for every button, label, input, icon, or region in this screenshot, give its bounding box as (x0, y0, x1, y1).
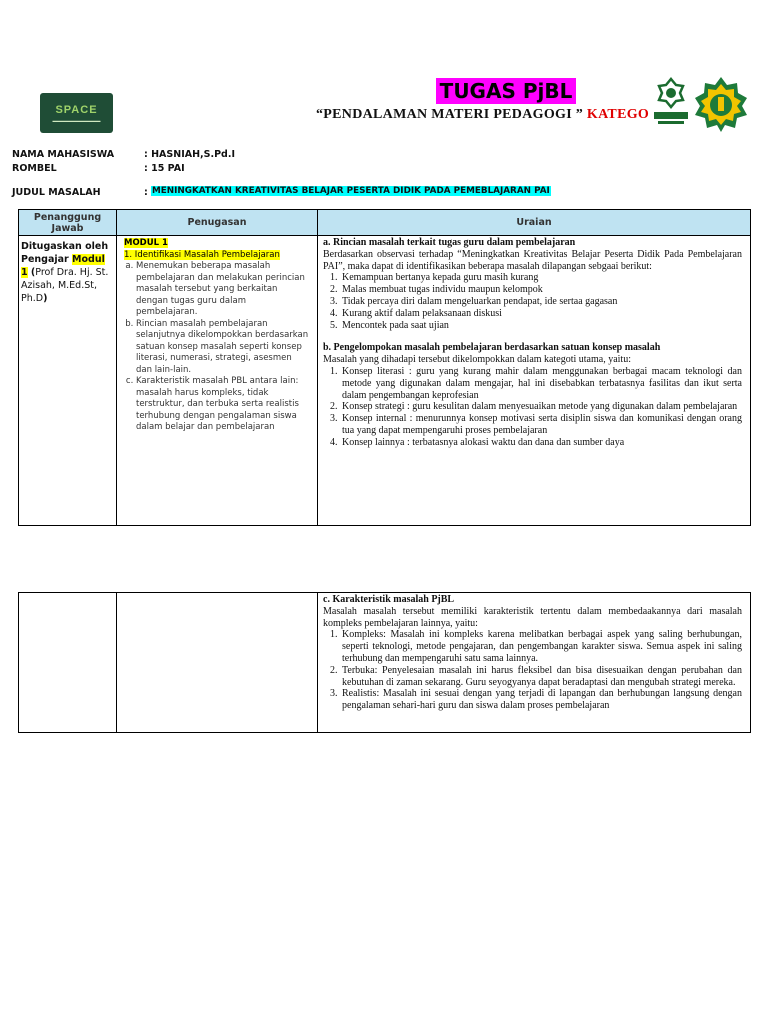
header-penanggung-jawab: Penanggung Jawab (19, 210, 117, 236)
judul-colon: : (144, 187, 148, 198)
penugasan-cell (117, 236, 318, 526)
assigned-by-text: Ditugaskan oleh Pengajar (21, 241, 109, 265)
task-table (18, 209, 751, 526)
uraian-cell (318, 236, 751, 526)
list-item: 3. Konsep internal : menurunnya konsep motivasi serta disiplin siswa dan komunikasi dengan orang tua yang dapat mempengaruhi proses pembelajaran (340, 413, 742, 437)
task-table-continued (18, 592, 751, 733)
section-b-list (323, 366, 742, 449)
judul-value: MENINGKATKAN KREATIVITAS BELAJAR PESERTA DIDIK PADA PEMEBLAJARAN PAI (152, 186, 550, 196)
section-c-intro: Masalah masalah tersebut memiliki karakteristik tertentu dalam membedaakannya dari masalah kompleks pembelajaran lainnya, yaitu: (323, 605, 742, 629)
modul-label: MODUL 1 (124, 238, 168, 248)
judul-label: JUDUL MASALAH (12, 187, 101, 198)
empty-cell (19, 593, 117, 733)
space-logo-text: SPACE (55, 103, 98, 116)
paren-open: ( (27, 267, 36, 278)
rombel-value: : 15 PAI (144, 163, 185, 174)
space-logo (40, 93, 113, 133)
paren-close: ) (43, 293, 48, 304)
list-item: 3. Realistis: Masalah ini sesuai dengan yang terjadi di lapangan dan berhubungan langsung dengan pengalaman sehari-hari guru dan siswa dalam proses pembelajaran (340, 688, 742, 712)
section-a-title: a. Rincian masalah terkait tugas guru dalam pembelajaran (323, 237, 576, 248)
page-subtitle (316, 107, 649, 123)
list-item: 2. Malas membuat tugas individu maupun kelompok (340, 284, 742, 296)
subtitle-main: “PENDALAMAN MATERI PEDAGOGI ” (316, 107, 584, 122)
subtitle-category: KATEGO (586, 107, 650, 122)
name-value: : HASNIAH,S.Pd.I (144, 149, 236, 160)
identification-title: 1. Identifikasi Masalah Pembelajaran (124, 249, 280, 260)
page-title: TUGAS PjBL (436, 78, 576, 104)
list-item: 4. Konsep lainnya : terbatasnya alokasi waktu dan dana dan sumber daya (340, 437, 742, 449)
list-item: 2. Konsep strategi : guru kesulitan dalam menyesuaikan metode yang digunakan dalam pembelajaran (340, 401, 742, 413)
section-b-intro: Masalah yang dihadapi tersebut dikelompokkan dalam kategoti utama, yaitu: (323, 354, 631, 366)
list-item: a. Menemukan beberapa masalah pembelajaran dan melakukan perincian masalah tersebut yang berkaitan dengan tugas guru dalam pembelajaran. (136, 261, 310, 319)
list-item: c. Karakteristik masalah PBL antara lain: masalah harus kompleks, tidak terstruktur, dan terbuka serta realistis terhubung dengan pengalaman siswa dalam belajar dan pembelajaran (136, 376, 310, 434)
assignment-list (124, 261, 310, 434)
space-logo-tagline-decoration: ▬▬▬▬▬▬▬▬▬▬▬▬ (52, 117, 101, 123)
list-item: b. Rincian masalah pembelajaran selanjutnya dikelompokkan berdasarkan satuan konsep masalah seperti konsep literasi, numerasi, strategi, asesmen dan lain-lain. (136, 319, 310, 377)
uraian-cell-continued (318, 593, 751, 733)
section-c-list (323, 629, 742, 712)
lecturer-name: Prof Dra. Hj. St. Azisah, M.Ed.St, Ph.D (21, 267, 109, 304)
name-label: NAMA MAHASISWA (12, 149, 115, 160)
section-b-title: b. Pengelompokan masalah pembelajaran berdasarkan satuan konsep masalah (323, 342, 661, 354)
header-penugasan: Penugasan (117, 210, 318, 236)
list-item: 3. Tidak percaya diri dalam mengeluarkan pendapat, ide sertaa gagasan (340, 296, 742, 308)
list-item: 4. Kurang aktif dalam pelaksanaan diskusi (340, 308, 742, 320)
rombel-label: ROMBEL (12, 163, 57, 174)
modul-badge: Modul 1 (21, 254, 105, 278)
list-item: 5. Mencontek pada saat ujian (340, 320, 742, 332)
list-item: 2. Terbuka: Penyelesaian masalah ini harus fleksibel dan bisa disesuaikan dengan perubahan dan kebutuhan di zaman sekarang. Guru seyogyanya dapat beradaptasi dan mengubah strategi mereka. (340, 665, 742, 689)
list-item: 1. Konsep literasi : guru yang kurang mahir dalam menggunakan berbagai macam teknologi dan metode yang digunakan dalam mengajar, hal ini disebabkan terbatasnya fasilitas dan ikut serta dalam pengembangan keprofesian (340, 366, 742, 401)
list-item: 1. Kemampuan bertanya kepada guru masih kurang (340, 272, 742, 284)
section-a-intro: Berdasarkan observasi terhadap “Meningkatkan Kreativitas Belajar Peserta Didik Pada Pembelajaran PAI”, maka dapat di identifikasikan beberapa masalah dilapangan sebgaai berikut: (323, 248, 742, 272)
section-c-title: c. Karakteristik masalah PjBL (323, 594, 455, 605)
list-item: 1. Kompleks: Masalah ini kompleks karena melibatkan berbagai aspek yang saling berhubungan, seperti teknologi, metode pengajaran, dan pengembangan karakter siswa. Semua aspek ini saling terhubung dan mempengaruhi satu sama lainnya. (340, 629, 742, 664)
uin-alauddin-logo (650, 76, 692, 132)
header-uraian: Uraian (318, 210, 751, 236)
section-a-list (323, 272, 742, 331)
penanggung-jawab-cell (19, 236, 117, 526)
kemenag-logo (692, 75, 750, 133)
empty-cell (117, 593, 318, 733)
